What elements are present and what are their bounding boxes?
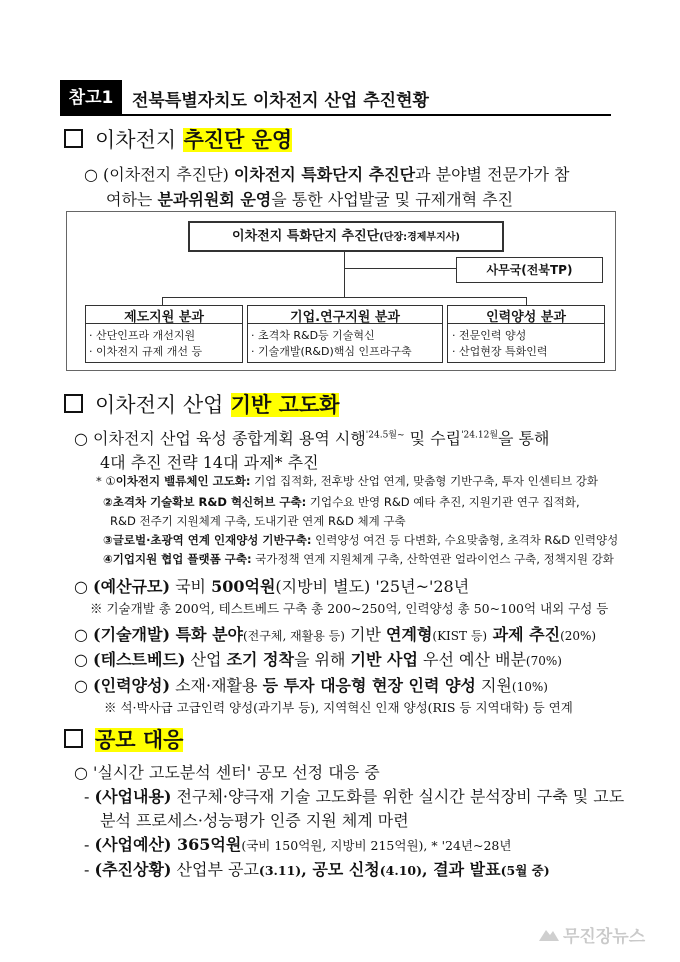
s3-paragraph-2-cont: 분석 프로세스·성능평가 인증 지원 체계 마련	[100, 811, 409, 830]
org-connector	[526, 297, 527, 305]
s2-paragraph-line1: ○ 이차전지 산업 육성 종합계획 용역 시행$^{'24.5월\sim}$ 및 수립$^{'24.12월}$을 통해	[74, 429, 550, 448]
s2-note-3: ③글로벌·초광역 연계 인재양성 기반구축: 인력양성 여건 등 다변화, 수요맞춤형, 초격차 R&D 인력양성	[103, 533, 619, 547]
section-3-highlight: 공모 대응	[95, 728, 184, 752]
org-connector	[162, 297, 526, 298]
org-branch-3-title: 인력양성 분과	[486, 310, 566, 325]
section-2-highlight: 기반 고도화	[230, 393, 340, 417]
s2-note-2: ②초격차 기술확보 R&D 혁신허브 구축: 기업수요 반영 R&D 예타 추진, 지원기관 연구 집적화,	[103, 495, 580, 509]
mountain-logo-icon	[538, 924, 560, 942]
org-connector	[344, 268, 456, 269]
s2-testbed: ○ (테스트베드) 산업 조기 정착을 위해 기반 사업 우선 예산 배분(70%)	[74, 650, 562, 669]
s3-paragraph-2: - (사업내용) 전구체·양극재 기술 고도화를 위한 실시간 분석장비 구축 및 고도	[84, 787, 625, 806]
org-branch-3-item: · 전문인력 양성	[452, 329, 527, 342]
checkbox-square-icon	[64, 394, 83, 413]
s2-note-2-cont: R&D 전주기 지원체계 구축, 도내기관 연계 R&D 체계 구축	[110, 514, 406, 528]
section-2-heading	[64, 389, 339, 419]
section-1-plain: 이차전지	[95, 128, 177, 152]
org-top-box	[188, 221, 504, 252]
s2-note-1: * ①이차전지 밸류체인 고도화: 기업 집적화, 전후방 산업 연계, 맞춤형 기반구축, 투자 인센티브 강화	[96, 474, 598, 488]
section-3-heading	[64, 724, 183, 754]
section-2-plain: 이차전지 산업	[95, 393, 224, 417]
section-1-highlight: 추진단 운영	[183, 128, 293, 152]
org-connector	[162, 297, 163, 305]
org-top-sub: (단장:경제부지사)	[379, 232, 460, 243]
org-branch-2-title: 기업.연구지원 분과	[290, 310, 400, 325]
checkbox-square-icon	[64, 129, 83, 148]
s2-budget-note: ※ 기술개발 총 200억, 테스트베드 구축 총 200~250억, 인력양성 총 50~100억 내외 구성 등	[90, 601, 609, 616]
s1-paragraph-line2: 여하는 분과위원회 운영을 통한 사업발굴 및 규제개혁 추진	[106, 190, 514, 209]
org-branch-2-item: · 기술개발(R&D)핵심 인프라구축	[251, 345, 412, 358]
org-branch-1-item: · 산단인프라 개선지원	[89, 329, 196, 342]
org-office-label: 사무국(전북TP)	[486, 263, 573, 277]
s2-paragraph-line2: 4대 추진 전략 14대 과제* 추진	[100, 453, 319, 472]
org-connector	[344, 250, 345, 298]
org-branch-2-item: · 초격차 R&D등 기술혁신	[251, 329, 375, 342]
org-branch-3-item: · 산업현장 특화인력	[452, 345, 548, 358]
s3-paragraph-1: ○ '실시간 고도분석 센터' 공모 선정 대응 중	[74, 763, 380, 782]
header-tag: 참고1	[60, 80, 122, 116]
s2-note-4: ④기업지원 협업 플랫폼 구축: 국가정책 연계 지원체계 구축, 산학연관 얼라이언스 구축, 정책지원 강화	[103, 552, 614, 566]
s2-hr-note: ※ 석·박사급 고급인력 양성(과기부 등), 지역혁신 인재 양성(RIS 등 지역대학) 등 연계	[104, 700, 573, 715]
page-title: 전북특별자치도 이차전지 산업 추진현황	[132, 91, 429, 111]
org-branch-1-item: · 이차전지 규제 개선 등	[89, 345, 203, 358]
section-1-heading	[64, 124, 292, 154]
watermark: 무진장뉴스	[563, 927, 646, 947]
s2-tech: ○ (기술개발) 특화 분야(전구체, 재활용 등) 기반 연계형(KIST 등) 과제 추진(20%)	[74, 625, 597, 644]
org-office-box	[456, 257, 603, 283]
header-rule	[60, 114, 611, 116]
s3-paragraph-3: - (사업예산) 365억원(국비 150억원, 지방비 215억원), * '24년~28년	[84, 835, 512, 854]
s1-paragraph-line1: ○ (이차전지 추진단) 이차전지 특화단지 추진단과 분야별 전문가가 참	[84, 165, 570, 184]
org-branch-1-title: 제도지원 분과	[124, 310, 204, 325]
s2-budget: ○ (예산규모) 국비 500억원(지방비 별도) '25년~'28년	[74, 577, 470, 596]
org-top-label: 이차전지 특화단지 추진단	[232, 229, 380, 244]
s3-paragraph-4: - (추진상황) 산업부 공고(3.11), 공모 신청(4.10), 결과 발표(5월 중)	[84, 860, 550, 879]
checkbox-square-icon	[64, 729, 83, 748]
s2-hr: ○ (인력양성) 소재·재활용 등 투자 대응형 현장 인력 양성 지원(10%)	[74, 676, 548, 695]
